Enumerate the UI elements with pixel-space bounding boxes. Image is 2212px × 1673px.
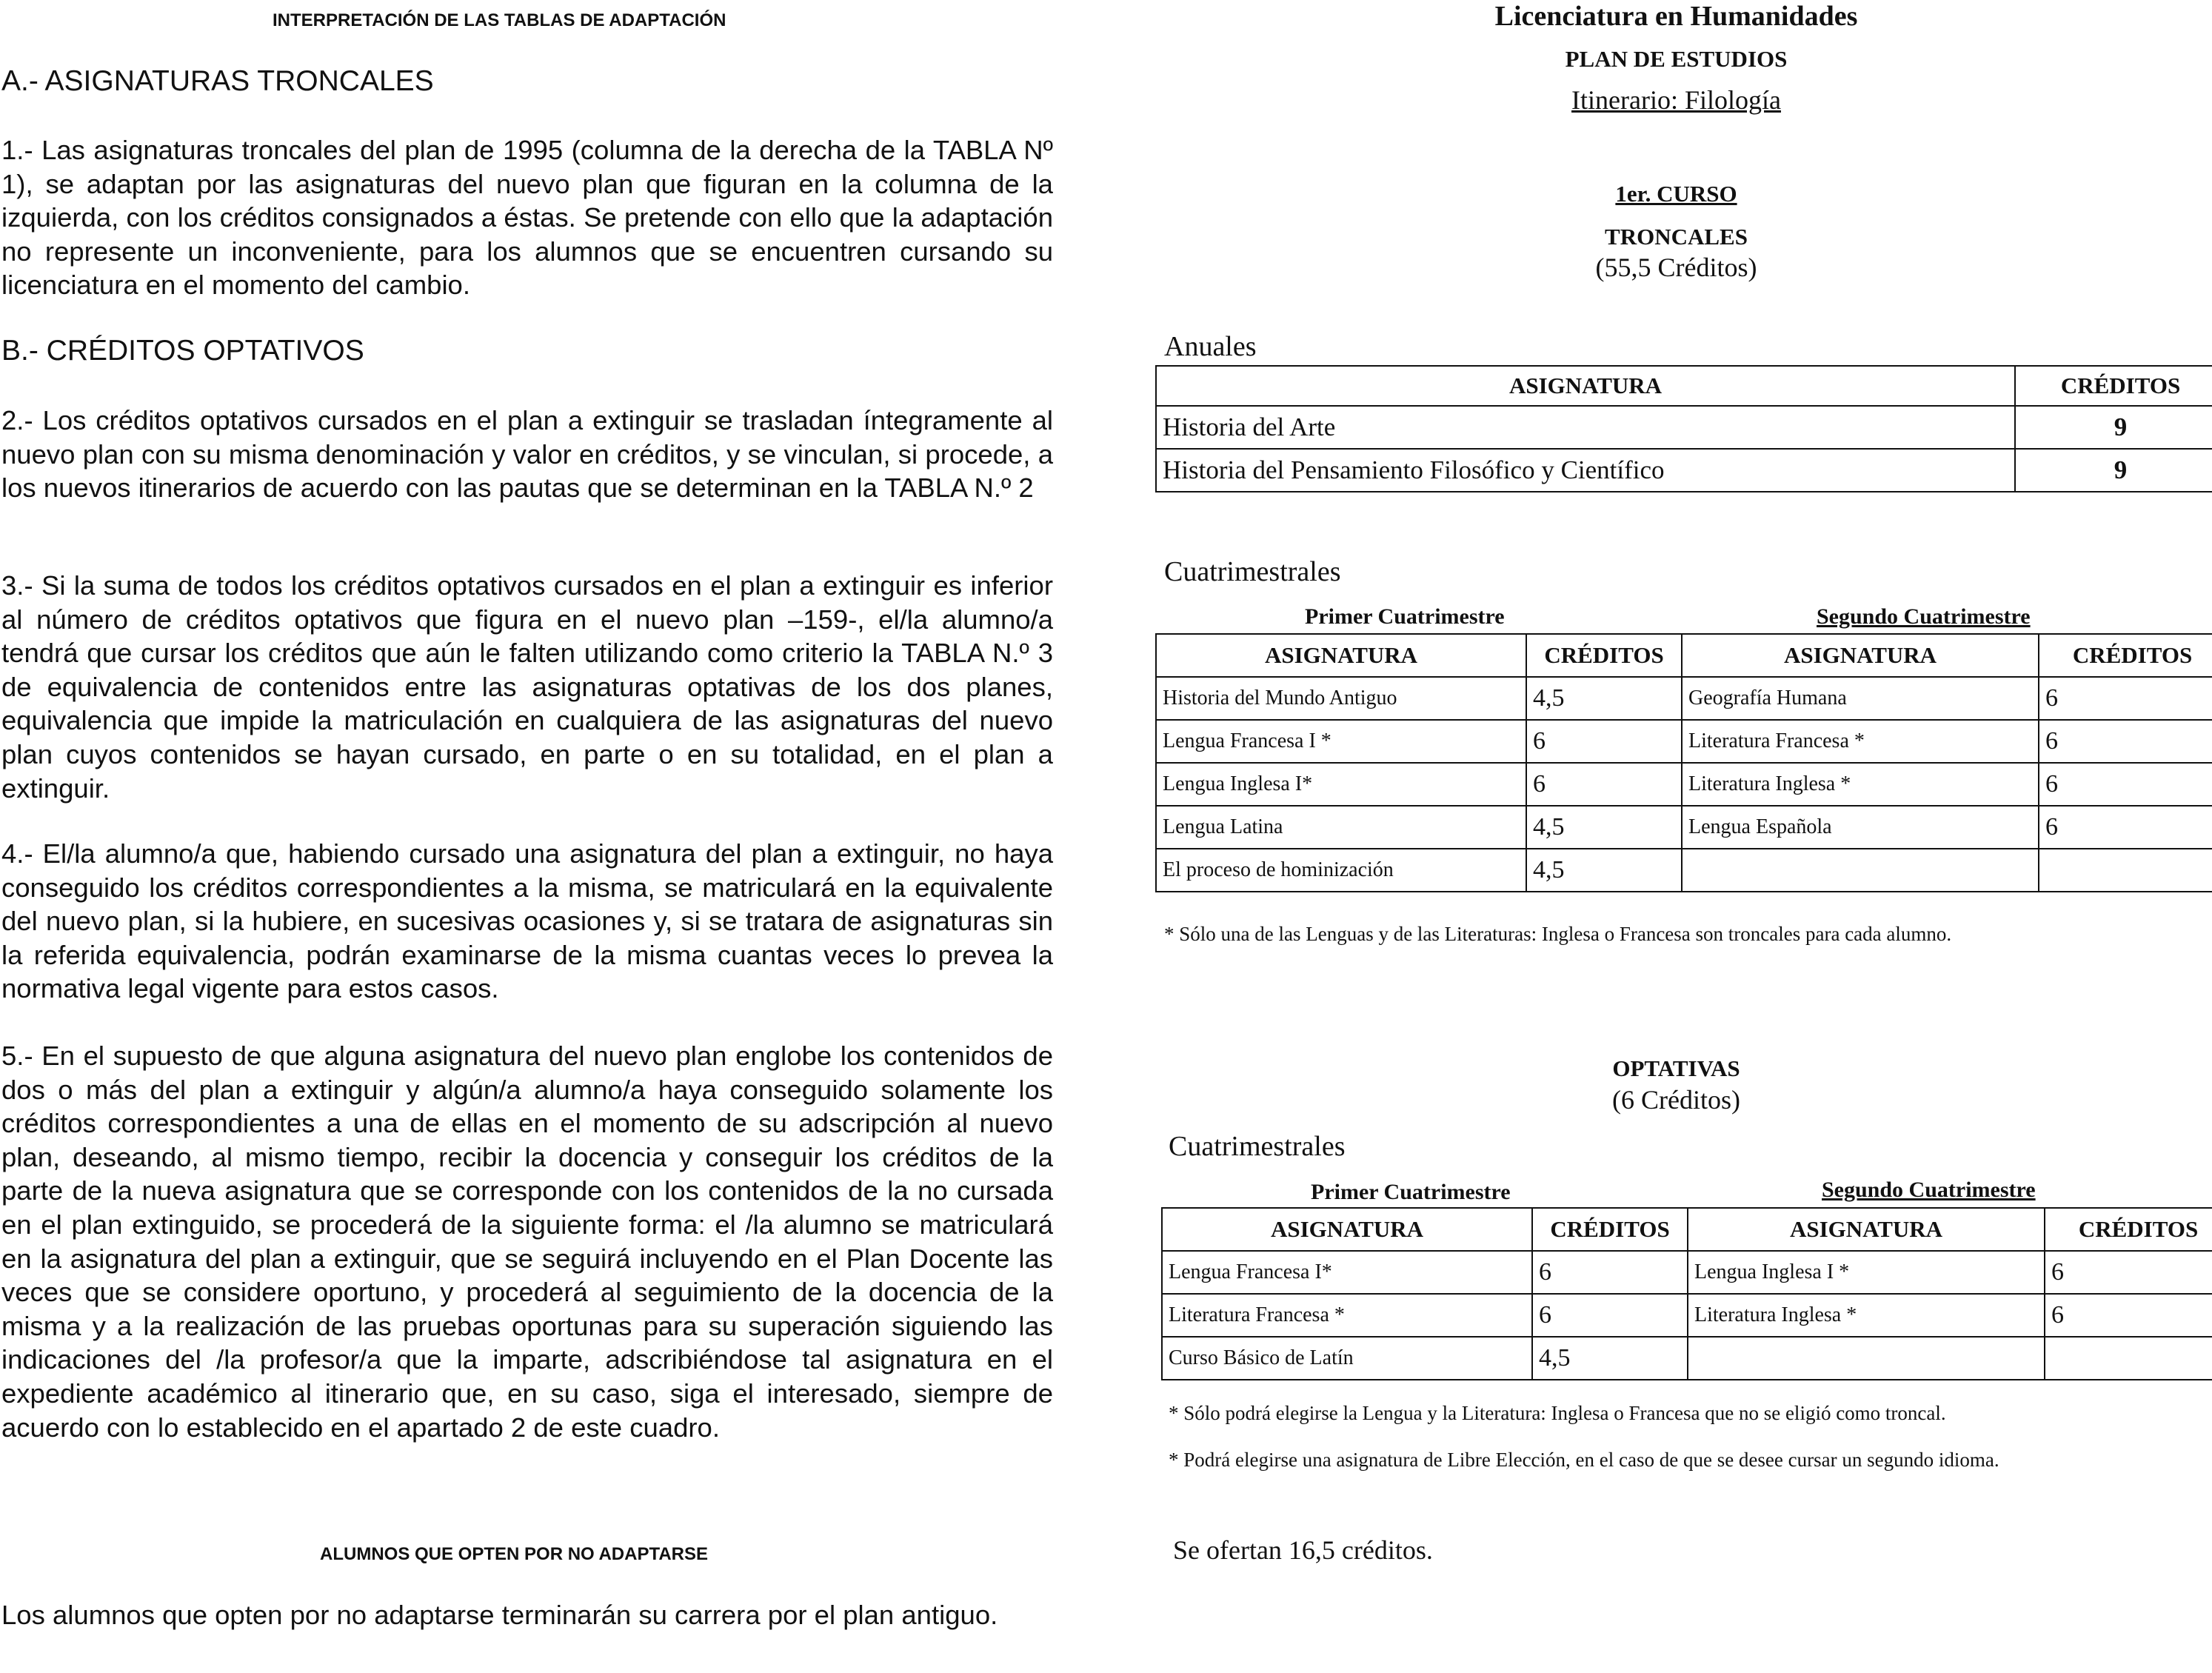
optativas-footnote-2: * Podrá elegirse una asignatura de Libre Elección, en el caso de que se desee cursar un segundo idioma. [1169,1449,1999,1471]
cell-creditos: 6 [1526,763,1682,806]
cell-asignatura: Literatura Francesa * [1162,1294,1532,1337]
cell-asignatura: Curso Básico de Latín [1162,1337,1532,1380]
header-asignatura: ASIGNATURA [1156,366,2015,406]
table-header-row [1156,366,2212,406]
primer-cuatrimestre-heading-2: Primer Cuatrimestre [1311,1180,1511,1204]
troncales-credits: (55,5 Créditos) [1595,253,1757,282]
header-creditos: CRÉDITOS [2039,634,2212,677]
cuatrimestrales-label-2: Cuatrimestrales [1169,1131,1346,1162]
cell-creditos: 6 [2039,677,2212,720]
cell-creditos: 6 [2045,1251,2212,1294]
cell-creditos: 6 [2045,1294,2212,1337]
section-b-heading: B.- CRÉDITOS OPTATIVOS [1,335,364,367]
cell-asignatura: Lengua Española [1682,806,2039,849]
table-row [1156,849,2212,892]
table-row [1156,806,2212,849]
cell-asignatura: Lengua Francesa I* [1162,1251,1532,1294]
table-header-row [1156,634,2212,677]
paragraph-5: 5.- En el supuesto de que alguna asignatura del nuevo plan englobe los contenidos de dos o más del plan a extinguir y algún/a alumno/a haya conseguido solamente los créditos correspondientes a una de ellas en el momento de su adscripción al nuevo plan, deseando, al mismo tiempo, recibir la docencia y conseguir los créditos de la parte de la nueva asignatura que se corresponde con los contenidos de la no cursada en el plan extinguido, se procederá de la siguiente forma: el /la alumno se matriculará en la asignatura del plan a extinguir, que se seguirá incluyendo en el Plan Docente las veces que se considere oportuno, y procederá al seguimiento de la docencia de la misma y a la realización de las pruebas oportunas para su superación siguiendo las indicaciones del /la profesor/a que la imparte, adscribiéndose tal asignatura en el expediente académico al itinerario que, en su caso, siga el interesado, siempre de acuerdo con lo establecido en el apartado 2 de este cuadro. [1,1041,1053,1443]
header-creditos: CRÉDITOS [1532,1208,1688,1251]
cell-asignatura: Lengua Inglesa I* [1156,763,1526,806]
paragraph-1: 1.- Las asignaturas troncales del plan de 1995 (columna de la derecha de la TABLA Nº 1), se adaptan por las asignaturas del nuevo plan que figuran en la columna de la izquierda, con los créditos consignados a éstas. Se pretende con ello que la adaptación no represente un inconveniente, para los alumnos que se encuentren cursando su licenciatura en el momento del cambio. [1,135,1053,301]
cell-creditos: 6 [2039,806,2212,849]
table-row [1156,677,2212,720]
credits-offered: Se ofertan 16,5 créditos. [1173,1535,1433,1565]
header-asignatura: ASIGNATURA [1688,1208,2045,1251]
table-header-row [1162,1208,2212,1251]
table-row [1156,406,2212,449]
header-creditos: CRÉDITOS [2045,1208,2212,1251]
cell-creditos: 4,5 [1532,1337,1688,1380]
cell-asignatura [1682,849,2039,892]
cell-creditos: 4,5 [1526,677,1682,720]
cell-asignatura: Literatura Francesa * [1682,720,2039,763]
course-heading: 1er. CURSO [1615,181,1737,207]
itinerary-link: Itinerario: Filología [1571,85,1781,115]
optativas-heading: OPTATIVAS [1612,1055,1740,1081]
cell-creditos: 6 [2039,720,2212,763]
cell-asignatura: Literatura Inglesa * [1682,763,2039,806]
cell-asignatura: Lengua Inglesa I * [1688,1251,2045,1294]
optativas-table [1161,1207,2212,1380]
segundo-cuatrimestre-heading-2: Segundo Cuatrimestre [1822,1178,2036,1202]
header-asignatura: ASIGNATURA [1162,1208,1532,1251]
plan-title: PLAN DE ESTUDIOS [1565,46,1788,72]
header-asignatura: ASIGNATURA [1156,634,1526,677]
no-adapt-header: ALUMNOS QUE OPTEN POR NO ADAPTARSE [320,1544,709,1564]
cell-creditos [2045,1337,2212,1380]
header-creditos: CRÉDITOS [1526,634,1682,677]
section-a-heading: A.- ASIGNATURAS TRONCALES [1,65,434,97]
cell-asignatura: Lengua Francesa I * [1156,720,1526,763]
table-row [1156,720,2212,763]
cell-asignatura: El proceso de hominización [1156,849,1526,892]
optativas-footnote-1: * Sólo podrá elegirse la Lengua y la Literatura: Inglesa o Francesa que no se eligió como troncal. [1169,1402,1946,1424]
paragraph-4: 4.- El/la alumno/a que, habiendo cursado una asignatura del plan a extinguir, no haya conseguido los créditos correspondientes a la misma, se matriculará en la equivalente del nuevo plan, si la hubiere, en sucesivas ocasiones y, si se tratara de asignaturas sin la referida equivalencia, podrán examinarse de la misma cuantas veces lo prevea la normativa legal vigente para estos casos. [1,838,1053,1004]
table-row [1162,1337,2212,1380]
paragraph-3: 3.- Si la suma de todos los créditos optativos cursados en el plan a extinguir es inferior al número de créditos optativos que figura en el nuevo plan –159-, el/la alumno/a tendrá que cursar los créditos que aún le falten utilizando como criterio la TABLA N.º 3 de equivalencia de contenidos entre las asignaturas optativas de los dos planes, equivalencia que impide la matriculación en cualquiera de las asignaturas del nuevo plan cuyos contenidos se hayan cursado, en parte o en su totalidad, en el plan a extinguir. [1,570,1053,804]
interpretation-header: INTERPRETACIÓN DE LAS TABLAS DE ADAPTACIÓN [273,10,726,30]
troncales-heading: TRONCALES [1605,224,1748,250]
cell-creditos: 6 [1526,720,1682,763]
cell-asignatura: Historia del Pensamiento Filosófico y Científico [1156,449,2015,492]
cell-creditos: 6 [2039,763,2212,806]
table-row [1162,1294,2212,1337]
cell-asignatura: Lengua Latina [1156,806,1526,849]
cuatrimestrales-table [1155,633,2212,892]
header-creditos: CRÉDITOS [2015,366,2212,406]
cell-creditos [2039,849,2212,892]
cell-creditos: 9 [2015,406,2212,449]
troncales-footnote: * Sólo una de las Lenguas y de las Literaturas: Inglesa o Francesa son troncales para cada alumno. [1164,923,1952,945]
cell-creditos: 9 [2015,449,2212,492]
primer-cuatrimestre-heading: Primer Cuatrimestre [1305,604,1505,629]
cell-creditos: 4,5 [1526,849,1682,892]
cell-asignatura: Historia del Arte [1156,406,2015,449]
cell-creditos: 6 [1532,1251,1688,1294]
cell-asignatura: Historia del Mundo Antiguo [1156,677,1526,720]
degree-title: Licenciatura en Humanidades [1494,1,1858,32]
cell-asignatura: Literatura Inglesa * [1688,1294,2045,1337]
optativas-credits: (6 Créditos) [1612,1085,1740,1115]
cell-creditos: 6 [1532,1294,1688,1337]
cuatrimestrales-label: Cuatrimestrales [1164,556,1341,587]
header-asignatura: ASIGNATURA [1682,634,2039,677]
segundo-cuatrimestre-heading: Segundo Cuatrimestre [1817,604,2031,629]
anuales-table [1155,365,2212,492]
table-row [1156,763,2212,806]
paragraph-6: Los alumnos que opten por no adaptarse terminarán su carrera por el plan antiguo. [1,1600,998,1630]
cell-asignatura [1688,1337,2045,1380]
table-row [1162,1251,2212,1294]
table-row [1156,449,2212,492]
anuales-label: Anuales [1164,331,1257,362]
cell-asignatura: Geografía Humana [1682,677,2039,720]
cell-creditos: 4,5 [1526,806,1682,849]
paragraph-2: 2.- Los créditos optativos cursados en el plan a extinguir se trasladan íntegramente al nuevo plan con su misma denominación y valor en créditos, y se vinculan, si procede, a los nuevos itinerarios de acuerdo con las pautas que se determinan en la TABLA N.º 2 [1,405,1053,504]
